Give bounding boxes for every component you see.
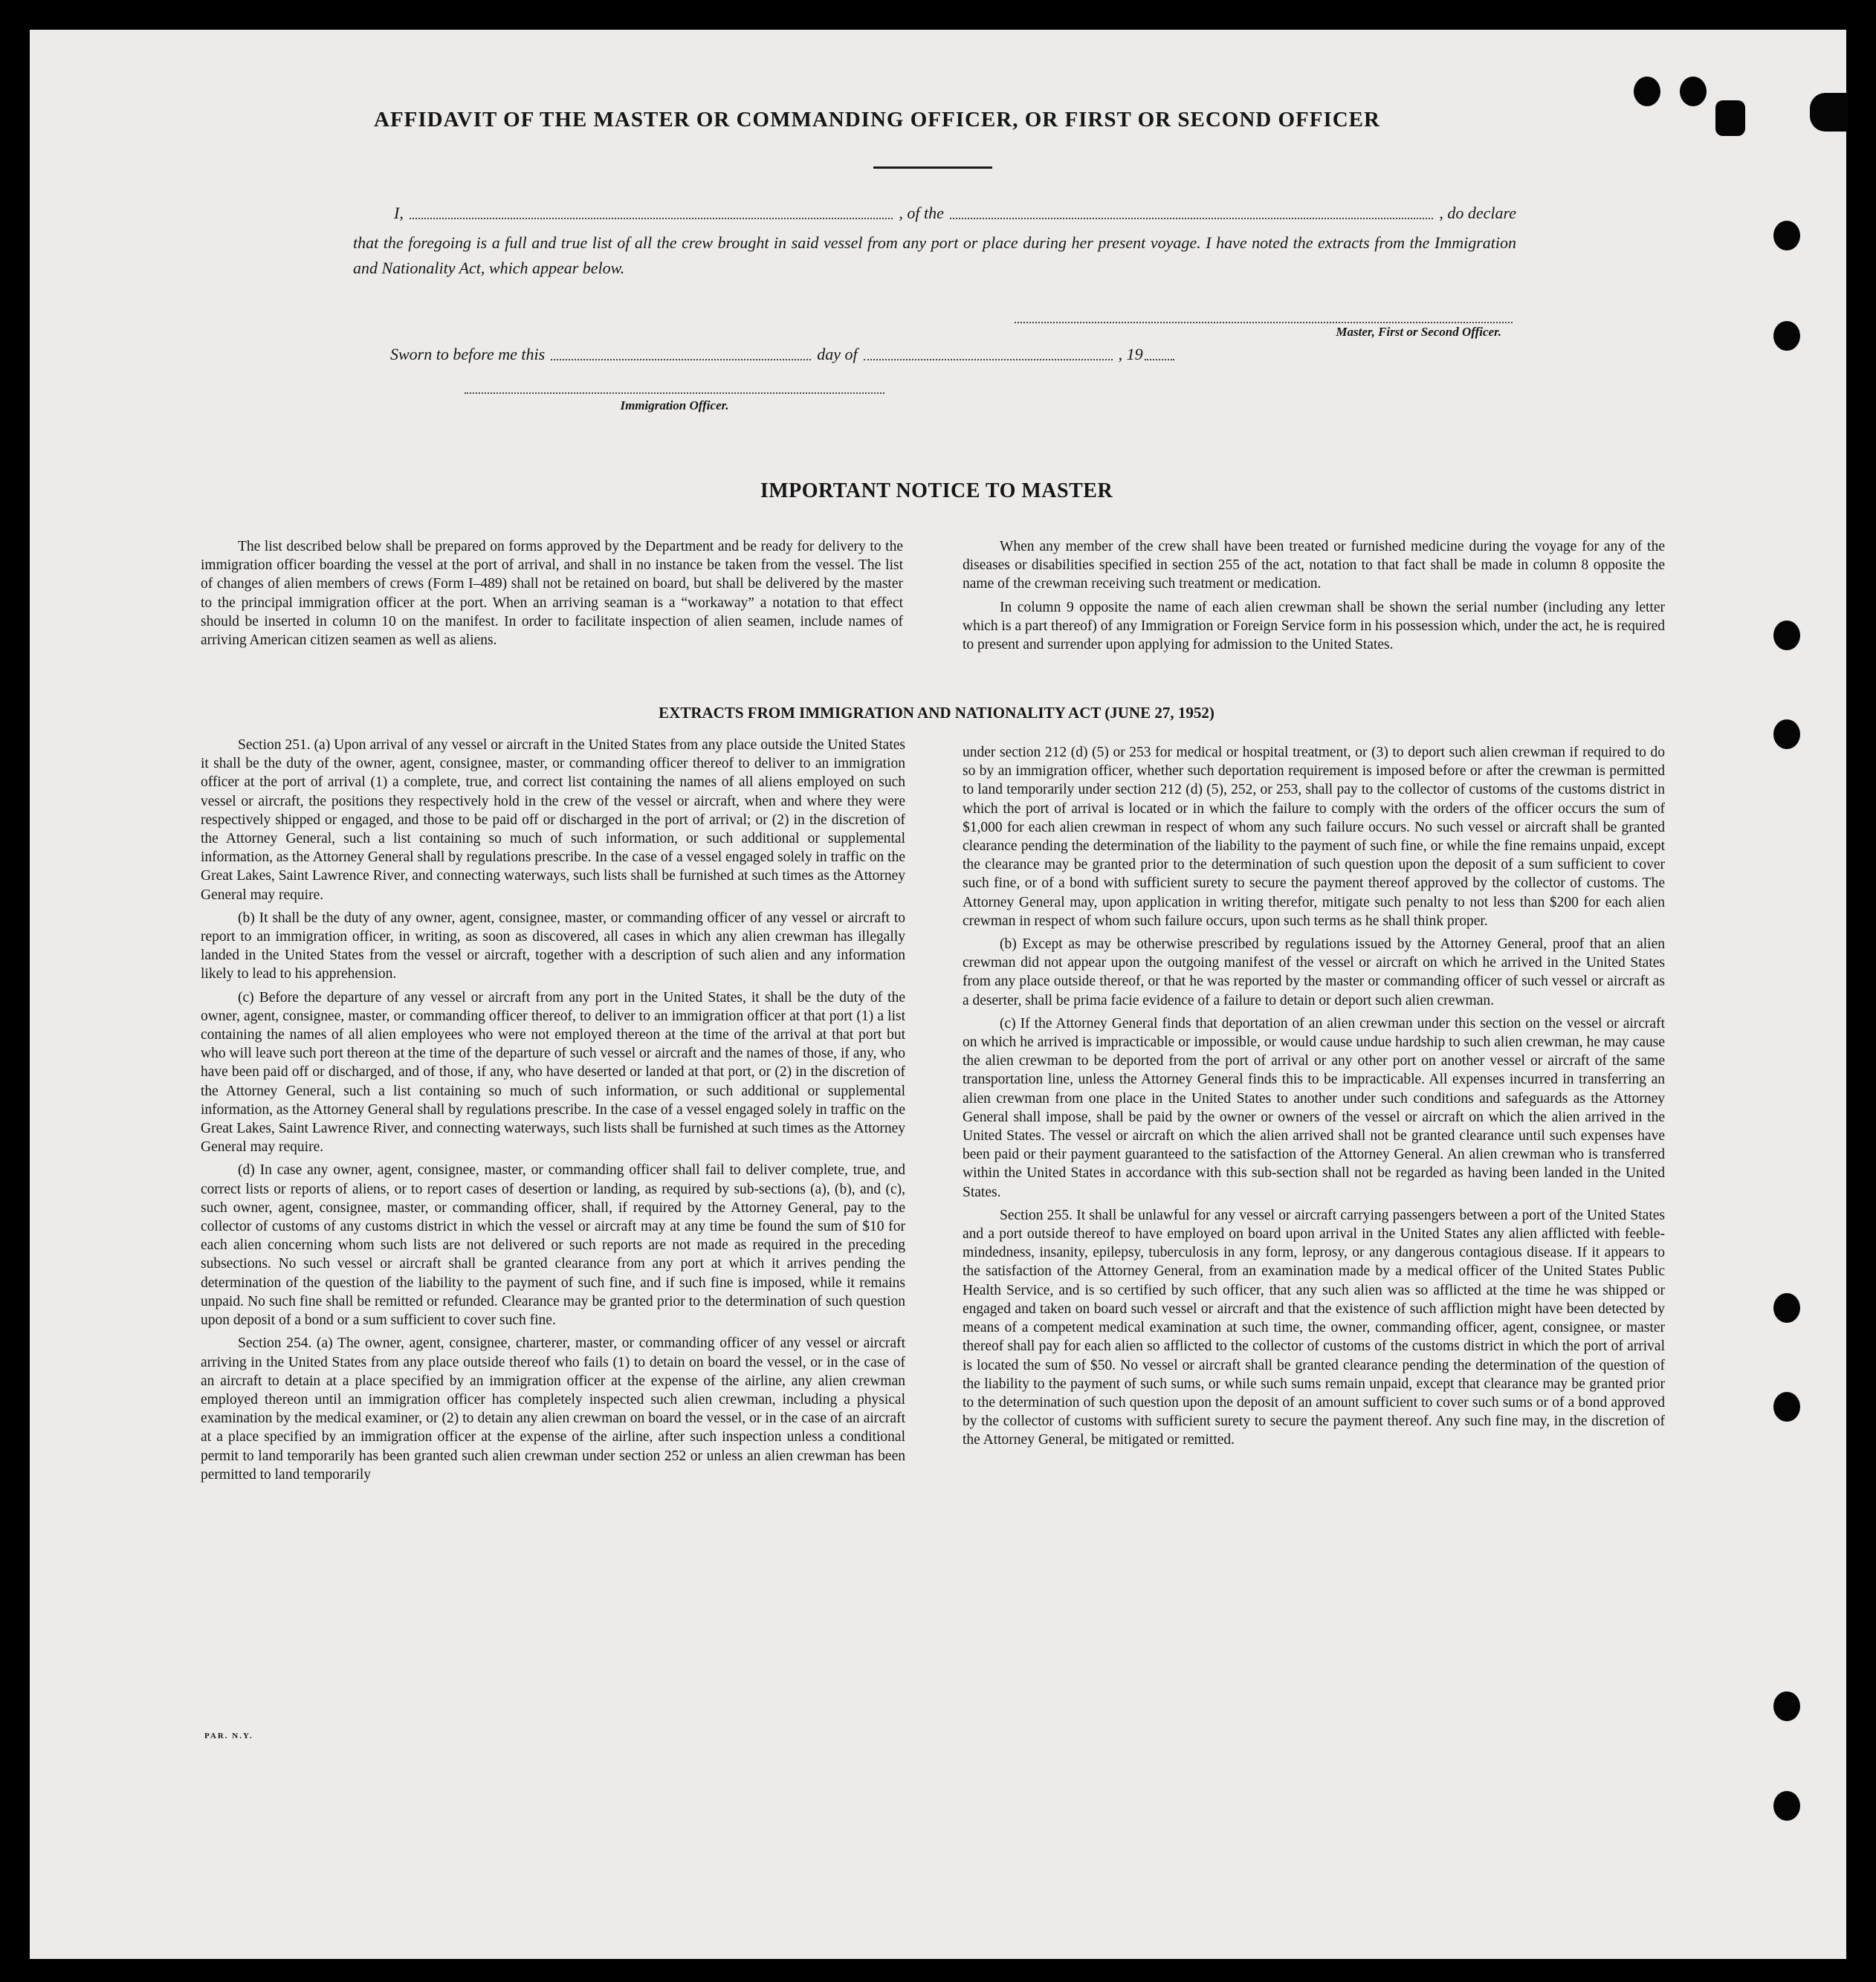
sworn-day-of: day of bbox=[817, 345, 858, 363]
declaration-i: I, bbox=[394, 204, 404, 222]
notice-paragraph: The list described below shall be prepared on forms approved by the Department and be ready for delivery to the immigration officer boarding the vessel at the port of arrival, and shall in no instance be taken from the vessel. The list of changes of alien members of crews (Form I–489) shall not be retained on board, but shall be delivered by the master to the principal immigration officer at the port. When an arriving seaman is a “workaway” a notation to that effect should be inserted in column 10 on the manifest. In order to facilitate inspection of alien seamen, include names of arriving American citizen seamen as well as aliens. bbox=[201, 539, 903, 649]
punch-hole bbox=[1680, 77, 1707, 106]
punch-hole bbox=[1773, 1293, 1800, 1323]
declaration-of-the: , of the bbox=[899, 204, 944, 222]
declaration-body: that the foregoing is a full and true list of all the crew brought in said vessel from any port or place during her present voyage. I have noted the extracts from the Immigration and Nationality Act, which appear below. bbox=[353, 233, 1516, 277]
punch-hole bbox=[1773, 719, 1800, 749]
punch-hole bbox=[1773, 621, 1800, 650]
scan-blot bbox=[1810, 93, 1848, 132]
punch-hole bbox=[1634, 77, 1660, 106]
sworn-year-blank[interactable] bbox=[1145, 359, 1174, 360]
extracts-left-column bbox=[201, 736, 905, 1489]
sworn-line bbox=[390, 342, 1234, 364]
notice-right-column bbox=[963, 537, 1665, 658]
statute-paragraph: Section 255. It shall be unlawful for any vessel or aircraft carrying passengers between a port of the United States and a port outside thereof to have employed on board upon arrival in the United States any alien afflicted with feeble-mindedness, insanity, epilepsy, tuberculosis in any form, leprosy, or any dangerous contagious disease. If it appears to the satisfaction of the Attorney General, from an examination made by a medical officer of the United States Public Health Service, and is so certified by such officer, that any such alien was so afflicted at the time he was shipped or engaged and taken on board such vessel or aircraft and that the existence of such affliction might have been detected by means of a competent medical examination at such time, the owner, commanding officer, agent, consignee, or master thereof shall pay for each alien so afflicted to the collector of customs of the customs district in which the port of arrival is located the sum of $50. No vessel or aircraft shall be granted clearance pending the determination of the question of the liability to the payment of such sums, or while such sums remain unpaid, except that clearance may be granted prior to the determination of such question upon the deposit of an amount sufficient to cover such sums or of a bond approved by the collector of customs with sufficient surety to secure the payment thereof. Any such fine may, in the discretion of the Attorney General, be mitigated or remitted. bbox=[963, 1207, 1665, 1448]
notice-paragraph: In column 9 opposite the name of each alien crewman shall be shown the serial number (including any letter which is a part thereof) of any Immigration or Foreign Service form in his possession which, under the act, he is required to present and surrender upon applying for admission to the United States. bbox=[963, 599, 1665, 653]
sworn-label: Sworn to before me this bbox=[390, 345, 546, 363]
notice-left-column bbox=[201, 537, 903, 654]
title-rule bbox=[873, 166, 992, 169]
immigration-officer-label: Immigration Officer. bbox=[620, 398, 729, 412]
declaration-line bbox=[394, 201, 1516, 223]
declaration-do-declare: , do declare bbox=[1439, 204, 1517, 222]
statute-paragraph: (b) Except as may be otherwise prescribed by regulations issued by the Attorney General, proof that an alien crewman did not appear upon the outgoing manifest of the vessel or aircraft on which he arrived in the United States from any place outside thereof, or that he was reported by the master or commanding officer of such vessel or aircraft as a deserter, shall be prima facie evidence of a failure to detain or deport such alien crewman. bbox=[963, 936, 1665, 1008]
statute-paragraph: (b) It shall be the duty of any owner, agent, consignee, master, or commanding officer of any vessel or aircraft to report to an immigration officer, in writing, as soon as discovered, all cases in which any alien crewman has illegally landed in the United States from the vessel or aircraft, together with a description of such alien and any information likely to lead to his apprehension. bbox=[201, 910, 905, 982]
punch-hole bbox=[1773, 321, 1800, 351]
punch-hole bbox=[1773, 1691, 1800, 1721]
affidavit-title: AFFIDAVIT OF THE MASTER OR COMMANDING OFFICER, OR FIRST OR SECOND OFFICER bbox=[374, 108, 1380, 132]
notice-paragraph: When any member of the crew shall have been treated or furnished medicine during the voyage for any of the diseases or disabilities specified in section 255 of the act, notation to that fact shall be made in column 8 opposite the name of the crewman receiving such treatment or medication. bbox=[963, 539, 1665, 592]
printer-mark: PAR. N.Y. bbox=[204, 1732, 253, 1740]
punch-hole bbox=[1773, 221, 1800, 250]
name-blank[interactable] bbox=[410, 218, 893, 219]
notice-title: IMPORTANT NOTICE TO MASTER bbox=[760, 479, 1113, 502]
sworn-day-blank[interactable] bbox=[551, 359, 811, 360]
punch-hole bbox=[1773, 1791, 1800, 1821]
vessel-blank[interactable] bbox=[950, 218, 1434, 219]
master-signature-blank[interactable] bbox=[1015, 322, 1513, 323]
extracts-right-column bbox=[963, 743, 1665, 1454]
master-signature-label: Master, First or Second Officer. bbox=[1336, 325, 1501, 339]
sworn-month-blank[interactable] bbox=[864, 359, 1113, 360]
statute-paragraph: Section 251. (a) Upon arrival of any vessel or aircraft in the United States from any place outside the United States it shall be the duty of the owner, agent, consignee, master, or commanding officer thereof to deliver to an immigration officer at the port of arrival (1) a complete, true, and correct list containing the names of all aliens employed on such vessel or aircraft, the positions they respectively hold in the crew of the vessel or aircraft, when and where they were respectively shipped or engaged, and those to be paid off or discharged in the port of arrival; or (2) in the discretion of the Attorney General, such a list containing so much of such information, or such additional or supplemental information, as the Attorney General shall by regulations prescribe. In the case of a vessel engaged solely in traffic on the Great Lakes, Saint Lawrence River, and connecting waterways, such lists shall be furnished at such times as the Attorney General may require. bbox=[201, 737, 905, 903]
statute-paragraph: (c) If the Attorney General finds that deportation of an alien crewman under this section on the vessel or aircraft on which he arrived is impracticable or impossible, or would cause undue hardship to such alien crewman, he may cause the alien crewman to be deported from the port of arrival or any other port on another vessel or aircraft of the same transportation line, unless the Attorney General finds this to be impracticable. All expenses incurred in transferring an alien crewman from one place in the United States to another under such conditions and safeguards as the Attorney General shall impose, shall be paid by the owner or owners of the vessel or aircraft on which the alien arrived in the United States. The vessel or aircraft on which the alien arrived shall not be granted clearance until such expenses have been paid or their payment guaranteed to the satisfaction of the Attorney General. An alien crewman who is transferred within the United States in accordance with this sub-section shall not be regarded as having been landed in the United States. bbox=[963, 1015, 1665, 1200]
statute-paragraph: Section 254. (a) The owner, agent, consignee, charterer, master, or commanding officer of any vessel or aircraft arriving in the United States from any place outside thereof who fails (1) to detain on board the vessel, or in the case of an aircraft to detain at a place specified by an immigration officer at the expense of the airline, any alien crewman employed thereon until an immigration officer has completely inspected such alien crewman, including a physical examination by the medical examiner, or (2) to detain any alien crewman on board the vessel, or in the case of an aircraft at a place specified by an immigration officer at the expense of the airline, after such inspection unless a conditional permit to land temporarily has been granted such alien crewman under section 252 or unless an alien crewman has been permitted to land temporarily bbox=[201, 1335, 905, 1483]
immigration-officer-blank[interactable] bbox=[465, 392, 884, 394]
sworn-year: , 19 bbox=[1118, 345, 1143, 363]
extracts-title: EXTRACTS FROM IMMIGRATION AND NATIONALITY ACT (JUNE 27, 1952) bbox=[659, 704, 1214, 722]
punch-hole bbox=[1773, 1392, 1800, 1422]
statute-paragraph: under section 212 (d) (5) or 253 for medical or hospital treatment, or (3) to deport such alien crewman if required to do so by an immigration officer, whether such deportation requirement is imposed before or after the crewman is permitted to land temporarily under section 212 (d) (5), 252, or 253, shall pay to the collector of customs of the customs district in which the port of arrival is located or in which the failure to comply with the orders of the officer occurs the sum of $1,000 for each alien crewman in respect of whom any such failure occurs. No such vessel or aircraft shall be granted clearance pending the determination of the liability to the payment of such fine, or while the fine remains unpaid, except the clearance may be granted prior to the determination of such question upon the deposit of a sum sufficient to cover such fine, or of a bond with sufficient surety to secure the payment thereof approved by the collector of customs. The Attorney General may, upon application in writing therefor, mitigate such penalty to not less than $200 for each alien crewman in respect of whom such failure occurs, upon such terms as he shall think proper. bbox=[963, 745, 1665, 929]
statute-paragraph: (c) Before the departure of any vessel or aircraft from any port in the United States, it shall be the duty of the owner, agent, consignee, master, or commanding officer thereof, to deliver to an immigration officer at that port (1) a list containing the names of all alien employees who were not employed thereon at the time of the arrival at that port but who will leave such port thereon at the time of the departure of such vessel or aircraft and the names of those, if any, who have been paid off or discharged, and of those, if any, who have deserted or landed at that port, or (2) in the discretion of the Attorney General, such a list containing so much of such information, or such additional or supplemental information, as the Attorney General shall by regulations prescribe. In the case of a vessel engaged solely in traffic on the Great Lakes, Saint Lawrence River, and connecting waterways, such lists shall be furnished at such times as the Attorney General may require. bbox=[201, 989, 905, 1156]
statute-paragraph: (d) In case any owner, agent, consignee, master, or commanding officer shall fail to deliver complete, true, and correct lists or reports of aliens, or to report cases of desertion or landing, as required by sub-sections (a), (b), and (c), such owner, agent, consignee, master, or commanding officer, shall, if required by the Attorney General, pay to the collector of customs of any customs district in which the vessel or aircraft may at any time be found the sum of $10 for each alien concerning whom such lists are not delivered or such reports are not made as required in the preceding subsections. No such vessel or aircraft shall be granted clearance from any port at which it arrives pending the determination of the question of the liability to the payment of such fine, and if such fine is imposed, while it remains unpaid. No such fine shall be remitted or refunded. Clearance may be granted prior to the determination of such question upon deposit of a bond or a sum sufficient to cover such fine. bbox=[201, 1162, 905, 1329]
scan-blot bbox=[1715, 100, 1745, 136]
